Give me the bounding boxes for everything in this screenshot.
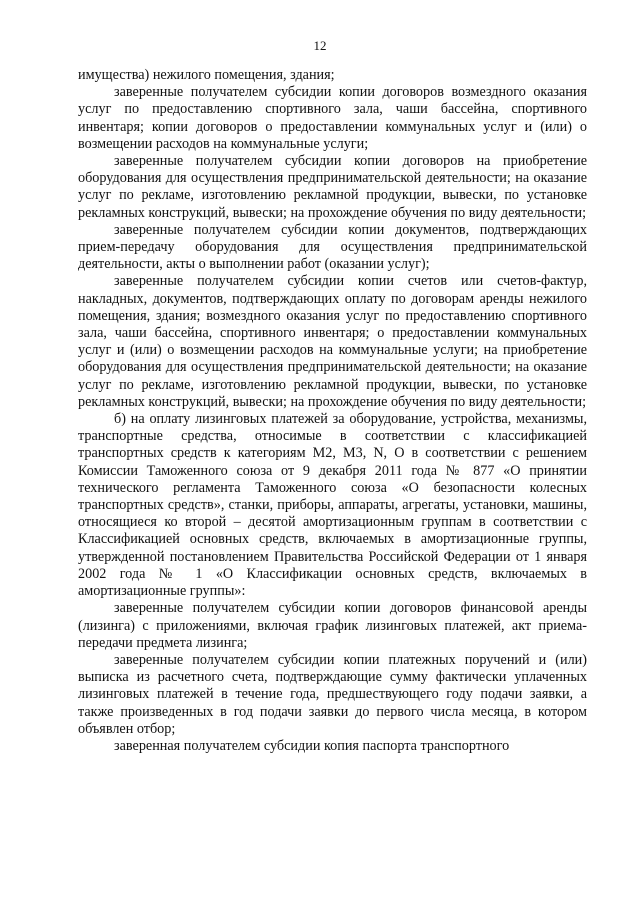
paragraph-7: заверенные получателем субсидии копии договоров финансовой аренды (лизинга) с приложениями, включая график лизинговых платежей, акт приема-передачи предмета лизинга;: [78, 600, 587, 651]
paragraph-9: заверенная получателем субсидии копия паспорта транспортного: [114, 737, 510, 754]
paragraph-8: заверенные получателем субсидии копии платежных поручений и (или) выписка из расчетного счета, подтверждающие сумму фактически уплаченных лизинговых платежей в течение года, предшествующего году подачи заявки, а также произведенных в год подачи заявки до первого числа месяца, в котором объявлен отбор;: [78, 651, 587, 737]
document-body: [78, 67, 587, 755]
paragraph-5: заверенные получателем субсидии копии счетов или счетов-фактур, накладных, документов, подтверждающих оплату по договорам аренды нежилого помещения, здания; возмездного оказания услуг по предоставлению спортивного зала, чаши бассейна, спортивного инвентаря; о предоставлении коммунальных услуг и (или) о возмещении расходов на коммунальные услуги; на приобретение оборудования для осуществления предпринимательской деятельности; на оказание услуг по рекламе, изготовлению рекламной продукции, вывески, по установке рекламных конструкций, вывески; на прохождение обучения по виду деятельности;: [78, 273, 587, 410]
paragraph-3: заверенные получателем субсидии копии договоров на приобретение оборудования для осуществления предпринимательской деятельности; на оказание услуг по рекламе, изготовлению рекламной продукции, вывески, по установке рекламных конструкций, вывески; на прохождение обучения по виду деятельности;: [78, 153, 587, 221]
paragraph-6: б) на оплату лизинговых платежей за оборудование, устройства, механизмы, транспортные средства, относимые в соответствии с классификацией транспортных средств к категориям М2, М3, N, О в соответствии с решением Комиссии Таможенного союза от 9 декабря 2011 года № 877 «О принятии технического регламента Таможенного союза «О безопасности колесных транспортных средств», станки, приборы, аппараты, агрегаты, установки, машины, относящиеся ко второй – десятой амортизационным группам в соответствии с Классификацией основных средств, включаемых в амортизационные группы, утвержденной постановлением Правительства Российской Федерации от 1 января 2002 года № 1 «О Классификации основных средств, включаемых в амортизационные группы»:: [78, 411, 587, 600]
paragraph-1: имущества) нежилого помещения, здания;: [78, 67, 335, 83]
page-number: 12: [313, 38, 327, 53]
paragraph-2: заверенные получателем субсидии копии договоров возмездного оказания услуг по предоставлению спортивного зала, чаши бассейна, спортивного инвентаря; копии договоров о предоставлении коммунальных услуг и (или) о возмещении расходов на коммунальные услуги;: [78, 84, 587, 152]
paragraph-4: заверенные получателем субсидии копии документов, подтверждающих прием-передачу оборудования для осуществления предпринимательской деятельности, акты о выполнении работ (оказании услуг);: [78, 221, 587, 273]
